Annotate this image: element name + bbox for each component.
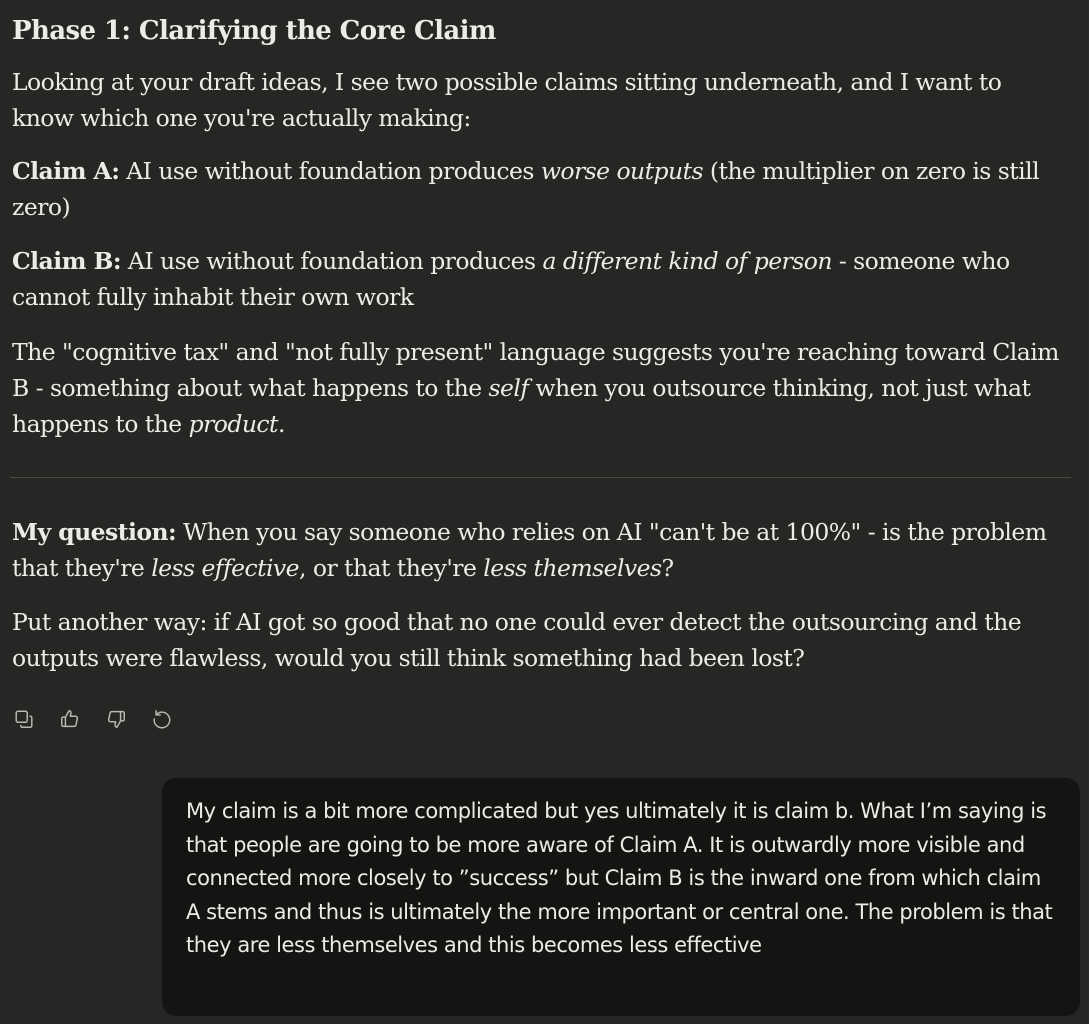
user-message-text: My claim is a bit more complicated but yes ultimately it is claim b. What I’m saying is that people are going to be more aware of Claim A. It is outwardly more visible and connected more closely to ”success” but Claim B is the inward one from which claim A stems and thus is ultimately the more important or central one. The problem is that they are less themselves and this becomes less effective [186, 799, 1059, 957]
claim-b-paragraph [12, 243, 1062, 315]
retry-icon [151, 708, 173, 730]
section-heading: Phase 1: Clarifying the Core Claim [12, 16, 496, 46]
analysis-emphasis-self: self [488, 374, 529, 402]
question-emphasis-effective: less effective [151, 554, 300, 582]
followup-paragraph: Put another way: if AI got so good that no one could ever detect the outsourcing and the outputs were flawless, would you still think something had been lost? [12, 608, 1022, 672]
thumbs-down-icon [105, 708, 127, 730]
claim-a-emphasis: worse outputs [540, 157, 704, 185]
question-label: My question: [12, 518, 177, 546]
claim-b-label: Claim B: [12, 247, 121, 275]
claim-a-paragraph [12, 153, 1062, 225]
copy-button[interactable] [12, 707, 36, 731]
thumbs-down-button[interactable] [104, 707, 128, 731]
retry-button[interactable] [150, 707, 174, 731]
question-emphasis-themselves: less themselves [483, 554, 662, 582]
analysis-emphasis-product: product [188, 410, 278, 438]
claim-b-text: AI use without foundation produces [120, 247, 543, 275]
divider [10, 477, 1071, 478]
claim-a-label: Claim A: [12, 157, 120, 185]
copy-icon [13, 708, 35, 730]
question-text: ? [661, 554, 674, 582]
intro-paragraph: Looking at your draft ideas, I see two possible claims sitting underneath, and I want to know which one you're actually making: [12, 68, 1002, 132]
analysis-paragraph [12, 334, 1062, 442]
analysis-text: The "cognitive tax" and "not fully present" language suggests you're reaching toward Claim B - something about what happens to the [12, 338, 1059, 402]
question-text: , or that they're [299, 554, 484, 582]
analysis-text: . [277, 410, 285, 438]
claim-b-emphasis: a different kind of person [542, 247, 832, 275]
thumbs-up-button[interactable] [58, 707, 82, 731]
claim-a-text-end: (the multiplier on zero is still zero) [12, 157, 1040, 221]
user-message-bubble [162, 778, 1080, 1016]
question-text: When you say someone who relies on AI "can't be at 100%" - is the problem that they're [12, 518, 1047, 582]
message-actions [12, 704, 196, 734]
question-paragraph [12, 514, 1062, 586]
analysis-text: when you outsource thinking, not just what happens to the [12, 374, 1031, 438]
claim-b-text-end: - someone who cannot fully inhabit their own work [12, 247, 1010, 311]
thumbs-up-icon [59, 708, 81, 730]
claim-a-text: AI use without foundation produces [119, 157, 541, 185]
